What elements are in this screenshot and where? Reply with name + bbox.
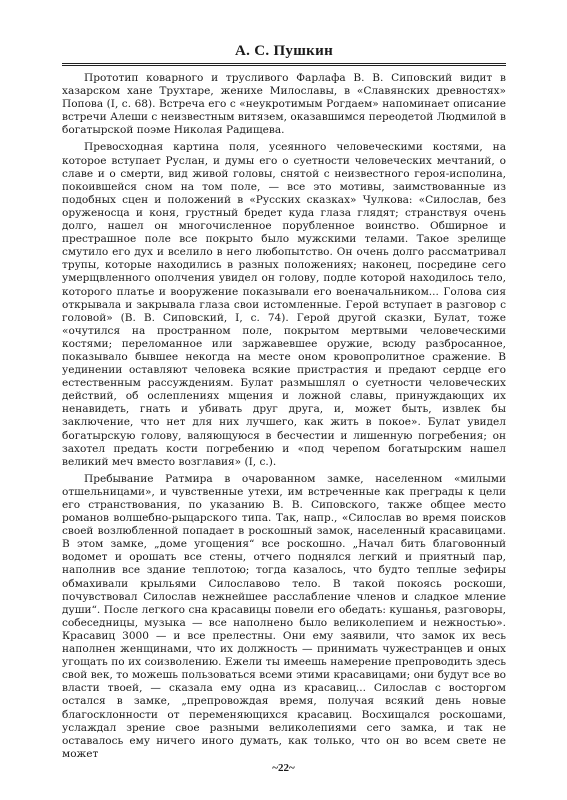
header-rule-secondary <box>62 65 506 66</box>
paragraph: Прототип коварного и трусливого Фарлафа В. В. Сиповский видит в хазарском хане Трухтаре, женихе Милославы, в «Славянских древностях» Попова (I, с. 68). Встреча его с «неукротимым Рогдаем» напоминает описание встречи Алеши с неизвестным витязем, оказавшимся переодетой Людмилой в богатырской поэме Николая Радищева. <box>62 72 506 137</box>
body-text <box>62 72 506 761</box>
paragraph: Превосходная картина поля, усеянного человеческими костями, на которое вступает Руслан, и думы его о суетности человеческих мечтаний, о славе и о смерти, вид живой головы, снятой с неизвестного героя-исполина, покоившейся сном на том поле, — все это мотивы, заимствованные из подобных сцен и положений в «Русских сказках» Чулкова: «Силослав, без оруженосца и коня, грустный бредет куда глаза глядят; странствуя очень долго, нашел он многочисленное порубленное воинство. Обширное и престрашное поле все покрыто было мужскими телами. Такое зрелище смутило его дух и вселило в него любопытство. Он очень долго рассматривал трупы, которые находились в разных положениях; наконец, посредине сего умерщвленного ополчения увидел он голову, подле которой находилось тело, которого платье и вооружение показывали его военачальником... Голова сия открывала и закрывала глаза свои истомленные. Герой вступает в разговор с головой» (В. В. Сиповский, I, с. 74). Герой другой сказки, Булат, тоже «очутился на пространном поле, покрытом мертвыми человеческими костями; переломанное или заржавевшее оружие, всюду разбросанное, показывало бывшее некогда на месте оном кровопролитное сражение. В уединении оставляют человека всякие пристрастия и предают сердце его естественным рассуждениям. Булат размышлял о суетности человеческих действий, об ослеплениях мщения и ложной славы, принуждающих их ненавидеть, гнать и убивать друг друга, и, может быть, извлек бы заключение, что нет для них лучшего, как жить в покое». Булат увидел богатырскую голову, валяющуюся в бесчестии и лишенную погребения; он захотел предать кости погребению и «под черепом богатырским нашел великий меч вместо возглавия» (I, с.). <box>62 141 506 468</box>
paragraph: Пребывание Ратмира в очарованном замке, населенном «милыми отшельницами», и чувственные утехи, им встреченные как преграды к цели его странствования, по указанию В. В. Сиповского, также общее место романов волшебно-рыцарского типа. Так, напр., «Силослав во время поисков своей возлюбленной попадает в роскошный замок, населенный красавицами. В этом замке, „доме угощения“ все роскошно. „Начал бить благовонный водомет и орошать все стены, отчего поднялся легкий и приятный пар, наполнив все здание теплотою; тогда казалось, что будто теплые зефиры обмахивали крыльями Силославово тело. В такой покоясь роскоши, почувствовал Силослав нежнейшее расслабление членов и сладкое мление души“. После легкого сна красавицы повели его обедать: кушанья, разговоры, собеседницы, музыка — все наполнено было великолепием и нежностью». Красавиц 3000 — и все прелестны. Они ему заявили, что замок их весь наполнен женщинами, что их должность — принимать чужестранцев и оных угощать по их соизволению. Ежели ты имеешь намерение препроводить здесь свой век, то можешь пользоваться всеми этими красавицами; они будут все во власти твоей, — сказала ему одна из красавиц... Силослав с восторгом остался в замке, „препровождая время, получая всякий день новые благосклонности от переменяющихся красавиц. Восхищался роскошами, услаждал зрение свое разными великолепиями сего замка, и так не оставалось ему ничего иного думать, как только, что он во всем свете не может <box>62 472 506 760</box>
page-number: ~22~ <box>272 762 295 774</box>
header-rule <box>62 63 506 64</box>
running-header <box>62 43 506 66</box>
header-title: А. С. Пушкин <box>234 43 334 59</box>
